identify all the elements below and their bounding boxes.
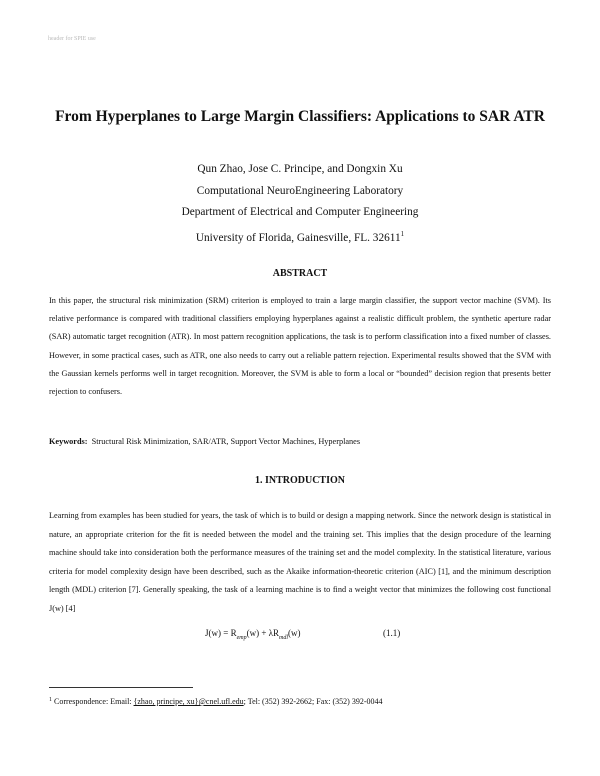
header-note: header for SPIE use [48, 36, 96, 42]
footnote-marker: 1 [49, 697, 52, 703]
abstract-text: In this paper, the structural risk minimization (SRM) criterion is employed to train a large margin classifier, the support vector machine (SVM). Its relative performance is compared with traditional classifiers employing hyperplanes against a realistic difficult problem, the synthetic aperture radar (SAR) automatic target recognition (ATR). In most pattern recognition applications, the task is to perform classification into a fixed number of classes. However, in some practical cases, such as ATR, one also needs to carry out a reliable pattern rejection. Experimental results showed that the SVM with the Gaussian kernels performs well in target recognition. Moreover, the SVM is able to form a local or “bounded” decision region that presents better rejection to confusers. [49, 296, 551, 397]
footnote-email-link[interactable]: {zhao, principe, xu}@cnel.ufl.edu [133, 697, 244, 706]
footnote-suffix: ; Tel: (352) 392-2662; Fax: (352) 392-0044 [243, 697, 383, 706]
equation-1-1 [205, 626, 435, 645]
footnote [49, 694, 559, 708]
keywords-label: Keywords: [49, 437, 88, 446]
equation-sub-emp: emp [236, 634, 247, 641]
equation-mid: (w) + λR [246, 628, 280, 638]
author-names: Qun Zhao, Jose C. Principe, and Dongxin Xu [197, 163, 403, 175]
equation-end: (w) [288, 628, 301, 638]
equation-number: (1.1) [383, 628, 401, 638]
author-footnote-marker: 1 [400, 229, 405, 238]
equation-lhs: J(w) = R [205, 628, 237, 638]
author-university-line [60, 224, 540, 250]
equation-sub-mdl: mdl [279, 634, 289, 641]
footnote-divider [49, 687, 193, 688]
section-heading: 1. INTRODUCTION [254, 475, 345, 486]
author-block [60, 159, 540, 249]
keywords-text: Structural Risk Minimization, SAR/ATR, Support Vector Machines, Hyperplanes [91, 437, 361, 446]
abstract-heading: ABSTRACT [272, 268, 328, 279]
author-lab: Computational NeuroEngineering Laboratory [196, 184, 404, 197]
footnote-prefix: Correspondence: Email: [54, 697, 134, 706]
author-department: Department of Electrical and Computer Engineering [181, 206, 419, 218]
keywords [49, 436, 559, 448]
abstract-body [49, 292, 551, 401]
paper-title: From Hyperplanes to Large Margin Classifiers: Applications to SAR ATR [55, 108, 545, 125]
introduction-text: Learning from examples has been studied for years, the task of which is to build or design a mapping network. Since the network design is statistical in nature, an appropriate criterion for the fit is needed between the model and the training set. This implies that the design procedure of the learning machine should take into consideration both the performance measures of the training set and the model complexity. In the statistical literature, various criteria for model complexity design have been described, such as the Akaike information-theoretic criterion (AIC) [1], and the minimum description length (MDL) criterion [7]. Generally speaking, the task of a learning machine is to find a weight vector that minimizes the following cost functional J(w) [4] [49, 511, 551, 613]
author-university: University of Florida, Gainesville, FL. 32611 [195, 231, 401, 244]
introduction-body [49, 507, 551, 619]
